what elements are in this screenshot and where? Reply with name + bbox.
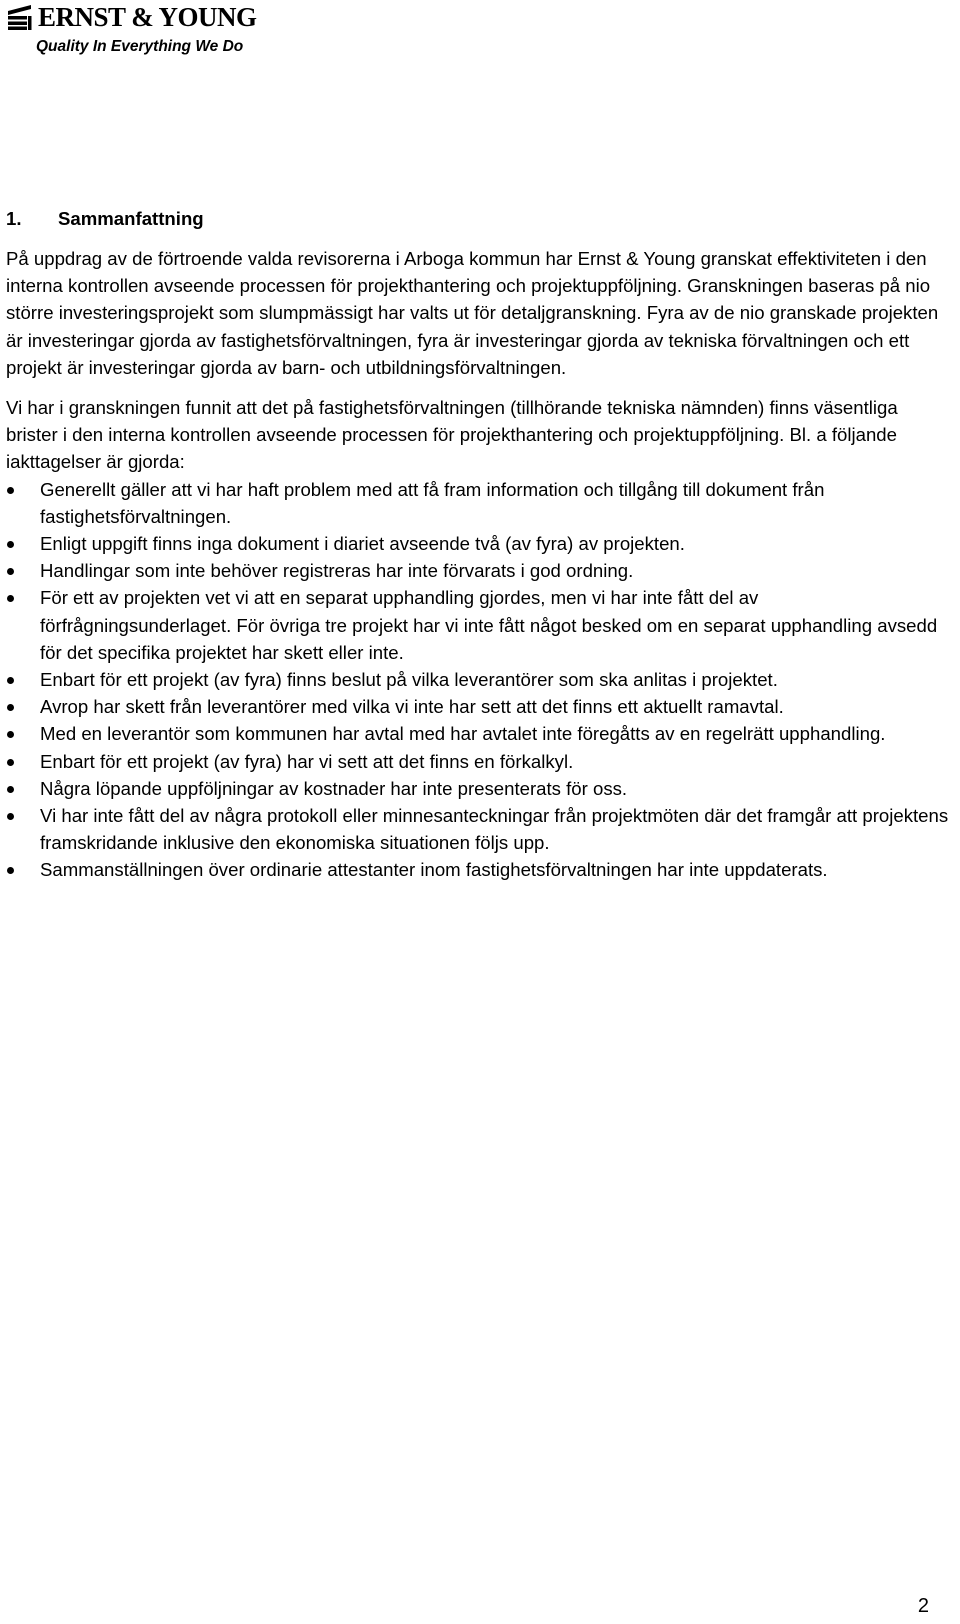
company-logo: [6, 2, 266, 58]
section-title: Sammanfattning: [58, 208, 204, 229]
bullet-icon: [7, 677, 14, 684]
list-item-text: Generellt gäller att vi har haft problem med att få fram information och tillgång till dokument från fastighetsförvaltningen.: [40, 478, 825, 527]
list-item: [6, 856, 954, 883]
bullet-icon: [7, 759, 14, 766]
bullet-icon: [7, 595, 14, 602]
list-item: [6, 693, 954, 720]
bullet-icon: [7, 786, 14, 793]
list-item-text: Enbart för ett projekt (av fyra) finns beslut på vilka leverantörer som ska anlitas i projektet.: [40, 669, 778, 691]
list-item-text: Avrop har skett från leverantörer med vilka vi inte har sett att det finns ett aktuellt ramavtal.: [40, 696, 784, 718]
list-item-text: Några löpande uppföljningar av kostnader har inte presenterats för oss.: [40, 777, 628, 799]
bullet-icon: [7, 541, 14, 548]
bullet-icon: [7, 731, 14, 738]
list-item: [6, 775, 954, 802]
section-heading: [6, 205, 954, 232]
logo-name: ERNST & YOUNG: [38, 2, 257, 32]
findings-intro-paragraph: Vi har i granskningen funnit att det på fastighetsförvaltningen (tillhörande tekniska nämnden) finns väsentliga brister i den interna kontrollen avseende processen för projekthantering och projektuppföljning. Bl. a följande iakttagelser är gjorda:: [6, 397, 898, 473]
list-item: [6, 530, 954, 557]
ernst-young-mark-icon: [6, 4, 34, 30]
list-item: [6, 557, 954, 584]
findings-list: [6, 476, 954, 884]
bullet-icon: [7, 487, 14, 494]
bullet-icon: [7, 704, 14, 711]
list-item: [6, 476, 954, 530]
bullet-icon: [7, 813, 14, 820]
list-item-text: Sammanställningen över ordinarie attestanter inom fastighetsförvaltningen har inte uppdaterats.: [40, 859, 828, 881]
list-item: [6, 584, 954, 666]
list-item-text: Enligt uppgift finns inga dokument i diariet avseende två (av fyra) av projekten.: [40, 533, 685, 555]
logo-tagline: Quality In Everything We Do: [36, 38, 244, 55]
list-item-text: Handlingar som inte behöver registreras har inte förvarats i god ordning.: [40, 560, 634, 582]
list-item-text: Med en leverantör som kommunen har avtal med har avtalet inte föregåtts av en regelrätt upphandling.: [40, 723, 886, 745]
list-item: [6, 748, 954, 775]
bullet-icon: [7, 867, 14, 874]
summary-paragraph: På uppdrag av de förtroende valda revisorerna i Arboga kommun har Ernst & Young granskat effektiviteten i den interna kontrollen avseende processen för projekthantering och projektuppföljning. Granskningen baseras på nio större investeringsprojekt som slumpmässigt har valts ut för detaljgranskning. Fyra av de nio granskade projekten är investeringar gjorda av fastighetsförvaltningen, fyra är investeringar gjorda av tekniska förvaltningen och ett projekt är investeringar gjorda av barn- och utbildningsförvaltningen.: [6, 248, 939, 378]
section-number: 1.: [6, 208, 22, 229]
list-item-text: Vi har inte fått del av några protokoll eller minnesanteckningar från projektmöten där det framgår att projektens framskridande inklusive den ekonomiska situationen följs upp.: [40, 805, 949, 854]
list-item-text: För ett av projekten vet vi att en separat upphandling gjordes, men vi har inte fått del av förfrågningsunderlaget. För övriga tre projekt har vi inte fått något besked om en separat upphandling avsedd för det specifika projektet har skett eller inte.: [40, 587, 938, 663]
document-body: [6, 205, 954, 884]
list-item-text: Enbart för ett projekt (av fyra) har vi sett att det finns en förkalkyl.: [40, 750, 574, 772]
list-item: [6, 720, 954, 747]
bullet-icon: [7, 568, 14, 575]
page-number: 2: [917, 1595, 929, 1617]
list-item: [6, 802, 954, 856]
list-item: [6, 666, 954, 693]
